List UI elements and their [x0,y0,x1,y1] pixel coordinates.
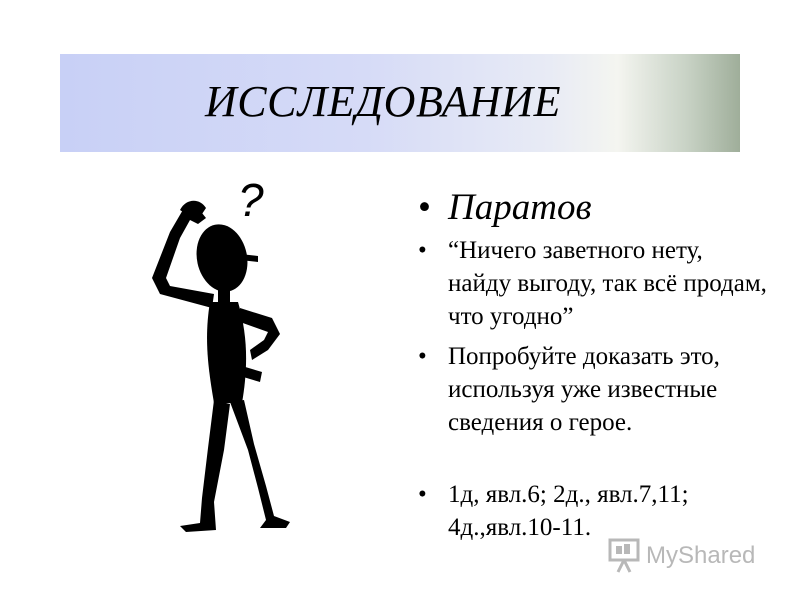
question-mark: ? [238,174,264,226]
bullet-dot: • [418,481,427,508]
bullet-text: Попробуйте доказать это, используя уже известные сведения о герое. [448,343,720,436]
bullet-text: “Ничего заветного нету, найду выгоду, так всё продам, что угодно” [448,237,767,330]
watermark-text: MyShared [646,542,756,569]
heading-text: Паратов [448,187,592,228]
bullet-dot: • [418,237,427,264]
bullet-dot: • [418,343,427,370]
bullet-item [418,340,748,439]
bullet-text: 1д, явл.6; 2д., явл.7,11; 4д.,явл.10-11. [448,481,689,541]
bullet-item [418,234,768,333]
thinking-stick-figure-icon [140,168,320,538]
presentation-screen-icon [608,538,642,574]
bullet-item [418,478,768,544]
bullet-dot: • [418,187,431,228]
slide-title: ИССЛЕДОВАНИЕ [205,77,561,126]
bullet-heading [418,186,592,229]
watermark-logo [608,536,768,576]
